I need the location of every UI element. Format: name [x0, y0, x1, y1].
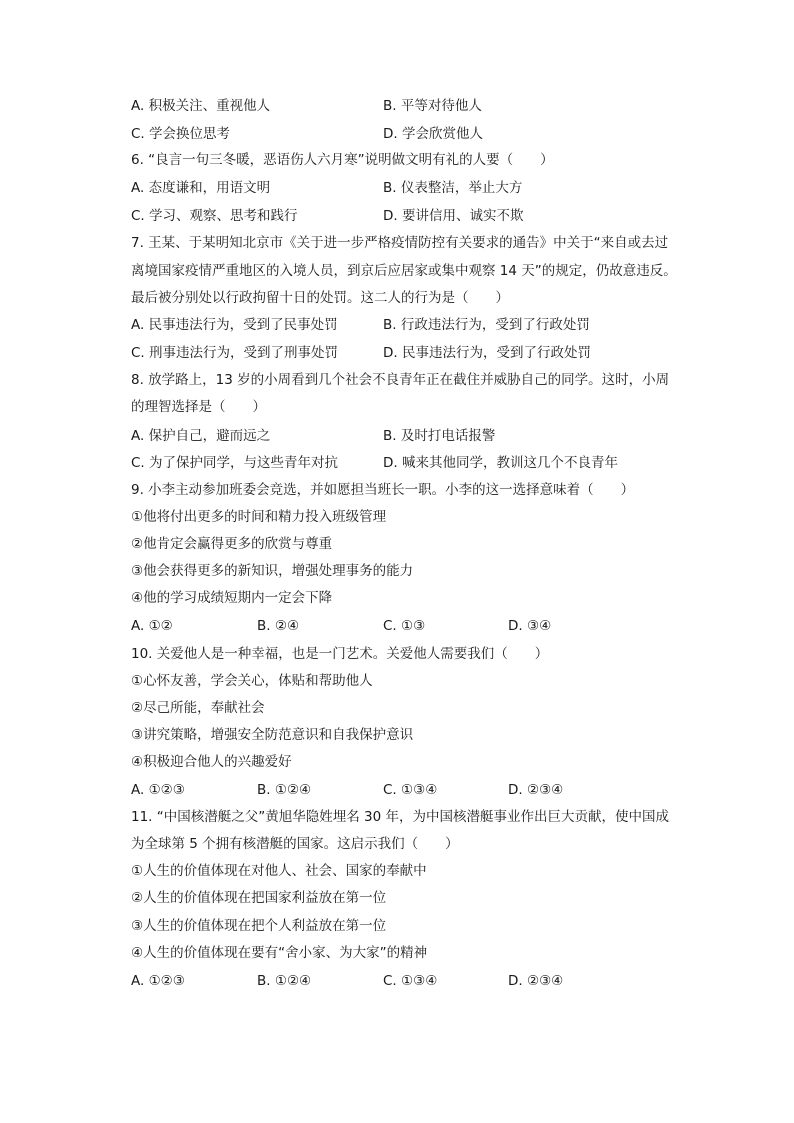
- q6-option-d: D. 要讲信用、诚实不欺: [383, 208, 524, 224]
- q10-option-a: A. ①②③: [131, 782, 185, 798]
- q7-option-b: B. 行政违法行为，受到了行政处罚: [383, 317, 590, 333]
- q11-option-d: D. ②③④: [508, 973, 564, 989]
- q7-option-d: D. 民事违法行为，受到了行政处罚: [383, 345, 591, 361]
- q7-stem-line-1: 7. 王某、于某明知北京市《关于进一步严格疫情防控有关要求的通告》中关于“来自或去过: [131, 235, 669, 251]
- q11-item-3: ③人生的价值体现在把个人利益放在第一位: [131, 918, 387, 934]
- q9-item-3: ③他会获得更多的新知识，增强处理事务的能力: [131, 563, 414, 579]
- q5-option-d: D. 学会欣赏他人: [383, 126, 483, 142]
- q6-stem: 6. “良言一句三冬暖，恶语伤人六月寒”说明做文明有礼的人要（ ）: [131, 152, 554, 168]
- q6-option-c: C. 学习、观察、思考和践行: [131, 208, 298, 224]
- q10-item-2: ②尽己所能，奉献社会: [131, 700, 265, 716]
- q9-item-2: ②他肯定会赢得更多的欣赏与尊重: [131, 536, 333, 552]
- q10-option-d: D. ②③④: [508, 782, 564, 798]
- q10-item-4: ④积极迎合他人的兴趣爱好: [131, 754, 292, 770]
- q8-option-a: A. 保护自己，避而远之: [131, 428, 271, 444]
- q11-option-a: A. ①②③: [131, 973, 185, 989]
- q11-item-4: ④人生的价值体现在要有“舍小家、为大家”的精神: [131, 945, 428, 961]
- q11-item-2: ②人生的价值体现在把国家利益放在第一位: [131, 890, 387, 906]
- q10-item-1: ①心怀友善，学会关心，体贴和帮助他人: [131, 673, 373, 689]
- q6-option-a: A. 态度谦和，用语文明: [131, 180, 271, 196]
- q8-option-c: C. 为了保护同学，与这些青年对抗: [131, 455, 339, 471]
- q9-option-c: C. ①③: [383, 618, 426, 634]
- q7-stem-line-3: 最后被分别处以行政拘留十日的处罚。这二人的行为是（ ）: [131, 290, 509, 306]
- q5-option-c: C. 学会换位思考: [131, 126, 231, 142]
- q6-option-b: B. 仪表整洁，举止大方: [383, 180, 523, 196]
- q10-item-3: ③讲究策略，增强安全防范意识和自我保护意识: [131, 727, 414, 743]
- q11-item-1: ①人生的价值体现在对他人、社会、国家的奉献中: [131, 863, 427, 879]
- q5-option-b: B. 平等对待他人: [383, 98, 482, 114]
- q8-option-b: B. 及时打电话报警: [383, 428, 496, 444]
- q8-option-d: D. 喊来其他同学，教训这几个不良青年: [383, 455, 618, 471]
- q9-option-b: B. ②④: [257, 618, 300, 634]
- q9-option-a: A. ①②: [131, 618, 173, 634]
- q5-option-a: A. 积极关注、重视他人: [131, 98, 271, 114]
- q8-stem-line-1: 8. 放学路上，13 岁的小周看到几个社会不良青年正在截住并威胁自己的同学。这时，小周: [131, 372, 670, 388]
- q10-option-b: B. ①②④: [257, 782, 312, 798]
- q9-option-d: D. ③④: [508, 618, 552, 634]
- q7-stem-line-2: 离境国家疫情严重地区的入境人员，到京后应居家或集中观察 14 天”的规定，仍故意违反。: [131, 263, 677, 279]
- q7-option-c: C. 刑事违法行为，受到了刑事处罚: [131, 345, 339, 361]
- q11-option-c: C. ①③④: [383, 973, 438, 989]
- q11-stem-line-2: 为全球第 5 个拥有核潜艇的国家。这启示我们（ ）: [131, 836, 459, 852]
- q10-option-c: C. ①③④: [383, 782, 438, 798]
- q11-option-b: B. ①②④: [257, 973, 312, 989]
- q10-stem: 10. 关爱他人是一种幸福，也是一门艺术。关爱他人需要我们（ ）: [131, 646, 549, 662]
- q7-option-a: A. 民事违法行为，受到了民事处罚: [131, 317, 338, 333]
- q9-item-4: ④他的学习成绩短期内一定会下降: [131, 590, 333, 606]
- q11-stem-line-1: 11. “中国核潜艇之父”黄旭华隐姓埋名 30 年，为中国核潜艇事业作出巨大贡献，使中国成: [131, 809, 670, 825]
- q8-stem-line-2: 的理智选择是（ ）: [131, 399, 266, 415]
- q9-item-1: ①他将付出更多的时间和精力投入班级管理: [131, 509, 387, 525]
- q9-stem: 9. 小李主动参加班委会竞选，并如愿担当班长一职。小李的这一选择意味着（ ）: [131, 482, 635, 498]
